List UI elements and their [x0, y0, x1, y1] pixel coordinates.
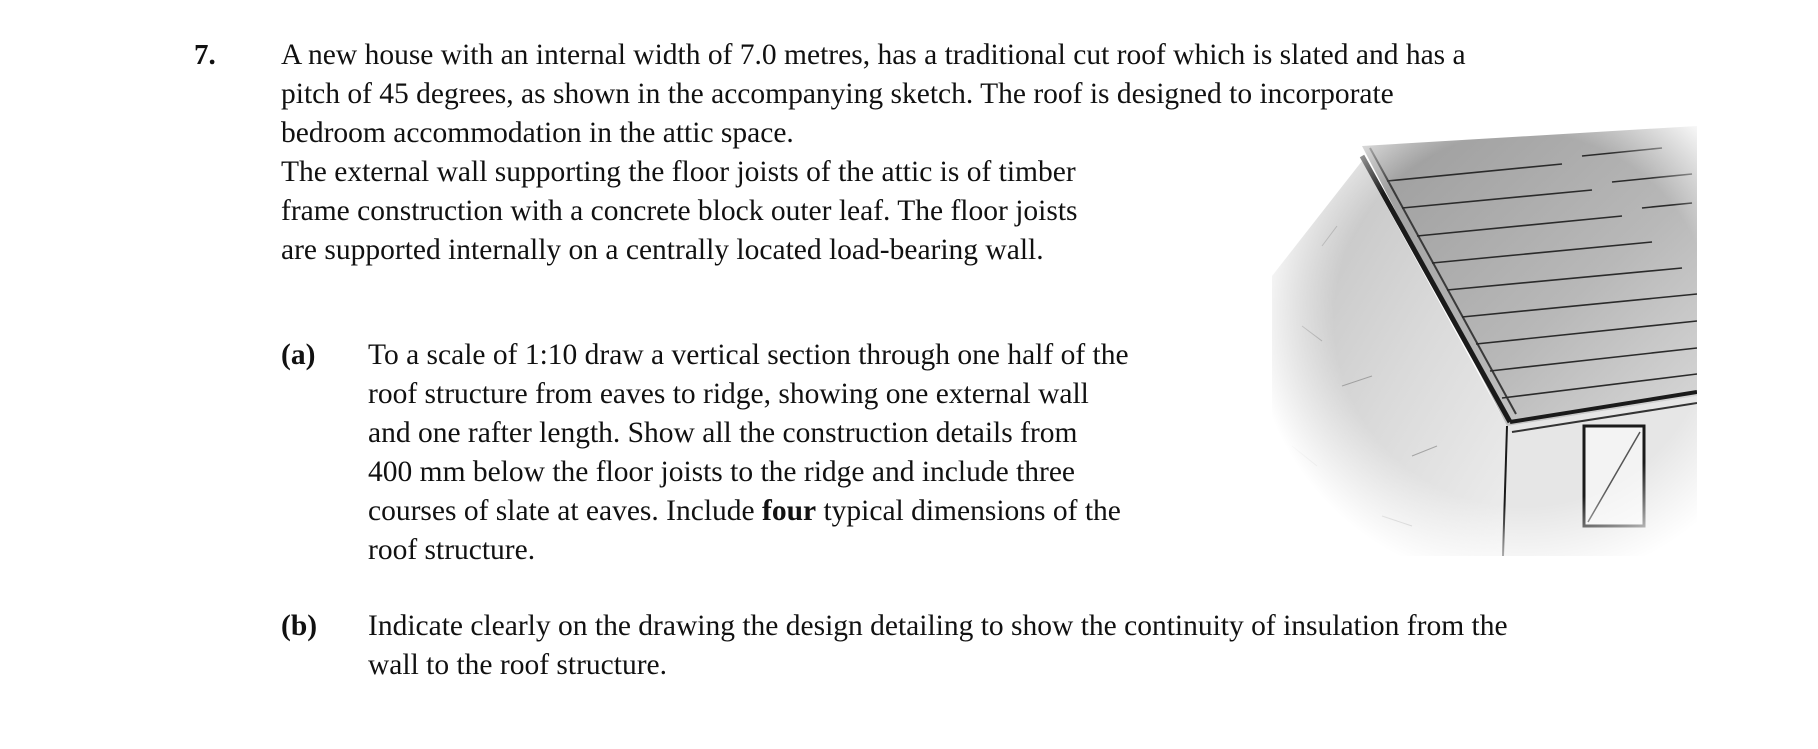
emphasis-four: four: [762, 495, 817, 527]
roof-sketch: [1262, 126, 1697, 556]
part-a-line-5-start: courses of slate at eaves. Include: [368, 495, 762, 527]
body-line-3: are supported internally on a centrally located load-bearing wall.: [281, 234, 1044, 266]
roof-sketch-illustration: [1262, 126, 1697, 556]
part-a-line-2: roof structure from eaves to ridge, showing one external wall: [368, 378, 1089, 410]
part-a-line-5: [368, 492, 1121, 531]
question-number: 7.: [194, 39, 216, 71]
part-a-line-1: To a scale of 1:10 draw a vertical section through one half of the: [368, 339, 1129, 371]
part-a-line-5-end: typical dimensions of the: [816, 495, 1121, 527]
body-line-2: frame construction with a concrete block outer leaf. The floor joists: [281, 195, 1078, 227]
part-a-label: (a): [281, 339, 316, 371]
part-b-line-2: wall to the roof structure.: [368, 649, 668, 681]
intro-line-2: pitch of 45 degrees, as shown in the accompanying sketch. The roof is designed to incorporate: [281, 78, 1394, 110]
part-a-line-6: roof structure.: [368, 534, 536, 566]
intro-line-3: bedroom accommodation in the attic space.: [281, 117, 794, 149]
part-b-line-1: Indicate clearly on the drawing the design detailing to show the continuity of insulation from the: [368, 610, 1508, 642]
part-b-label: (b): [281, 610, 318, 642]
part-a-line-3: and one rafter length. Show all the construction details from: [368, 417, 1078, 449]
intro-line-1: A new house with an internal width of 7.0 metres, has a traditional cut roof which is slated and has a: [281, 39, 1466, 71]
body-line-1: The external wall supporting the floor joists of the attic is of timber: [281, 156, 1076, 188]
part-a-line-4: 400 mm below the floor joists to the ridge and include three: [368, 456, 1076, 488]
